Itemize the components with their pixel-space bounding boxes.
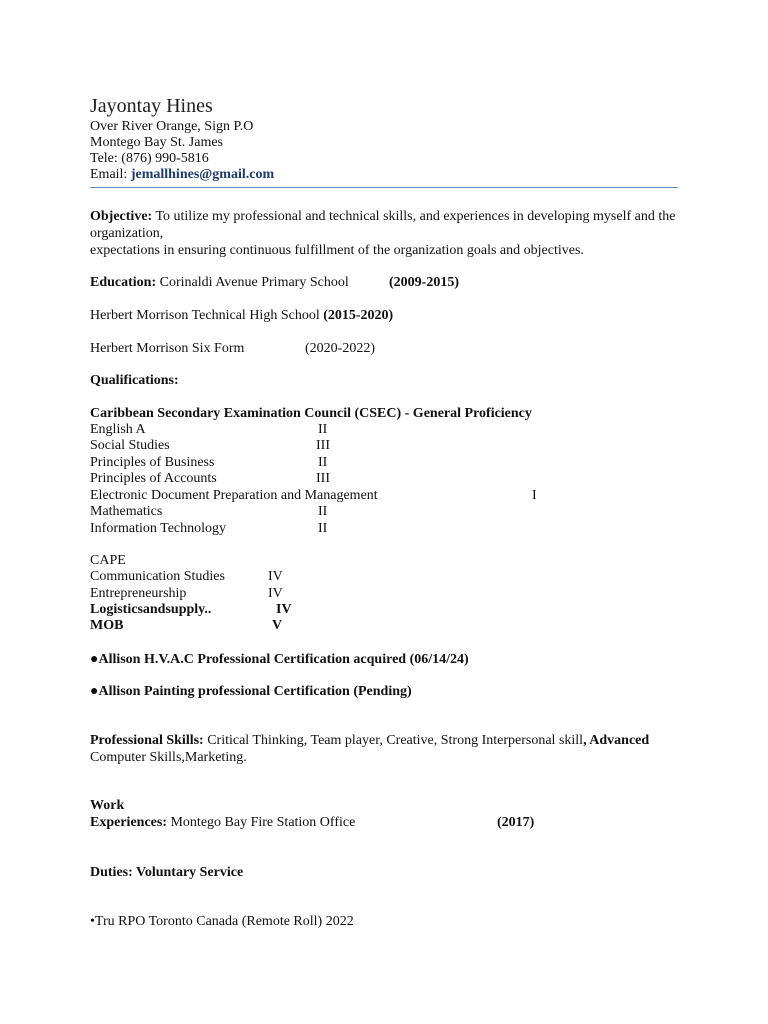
cape-grade: V — [272, 618, 283, 633]
education-item-2 — [90, 308, 393, 324]
education-item-1 — [90, 275, 349, 291]
email-label: Email: — [90, 167, 128, 182]
header-divider — [90, 187, 678, 188]
csec-title: Caribbean Secondary Examination Council (CSEC) - General Proficiency — [90, 406, 532, 421]
cape-subject: Entrepreneurship — [90, 586, 187, 601]
duties-line: Duties: Voluntary Service — [90, 865, 244, 880]
csec-subject: Social Studies — [90, 438, 170, 453]
cape-grade: IV — [268, 586, 283, 601]
school-years: (2009-2015) — [389, 275, 459, 290]
csec-subject: Electronic Document Preparation and Management — [90, 488, 378, 503]
cape-subject: Communication Studies — [90, 569, 225, 584]
skills-line-1 — [90, 733, 649, 749]
objective-line-1 — [90, 209, 675, 225]
work-year: (2017) — [497, 815, 535, 830]
csec-grade: III — [316, 471, 330, 486]
skills-text-bold: , Advanced — [583, 733, 650, 748]
work-heading: Work — [90, 798, 125, 813]
school-years: (2015-2020) — [323, 308, 394, 323]
work-experience-line — [90, 815, 355, 831]
cape-title: CAPE — [90, 553, 126, 568]
candidate-name: Jayontay Hines — [90, 95, 213, 117]
csec-subject: English A — [90, 422, 146, 437]
education-label: Education: — [90, 275, 157, 290]
email-link[interactable]: jemallhines@gmail.com — [130, 167, 275, 182]
school-name: Herbert Morrison Six Form — [90, 341, 245, 356]
address-line-1: Over River Orange, Sign P.O — [90, 119, 254, 134]
cape-grade: IV — [276, 602, 292, 617]
objective-line-2: organization, — [90, 226, 164, 241]
cape-subject: MOB — [90, 618, 124, 633]
skills-text: Critical Thinking, Team player, Creative, Strong Interpersonal skill — [203, 733, 584, 748]
csec-grade: III — [316, 438, 330, 453]
csec-subject: Mathematics — [90, 504, 163, 519]
work-place: Montego Bay Fire Station Office — [166, 815, 356, 830]
csec-grade: II — [318, 504, 328, 519]
csec-subject: Information Technology — [90, 521, 227, 536]
skills-label: Professional Skills: — [90, 733, 204, 748]
address-line-2: Montego Bay St. James — [90, 135, 223, 150]
school-name: Corinaldi Avenue Primary School — [156, 275, 349, 290]
cape-subject: Logisticsandsupply.. — [90, 602, 212, 617]
objective-line-3: expectations in ensuring continuous fulfillment of the organization goals and objectives. — [90, 243, 584, 258]
telephone: Tele: (876) 990-5816 — [90, 151, 209, 166]
csec-grade: II — [318, 455, 328, 470]
school-years: (2020-2022) — [305, 341, 375, 356]
csec-subject: Principles of Accounts — [90, 471, 217, 486]
csec-grade: I — [532, 488, 537, 503]
email-line — [90, 167, 274, 183]
certification-item: ●Allison Painting professional Certification (Pending) — [90, 684, 412, 699]
csec-subject: Principles of Business — [90, 455, 215, 470]
csec-grade: II — [318, 521, 328, 536]
school-name: Herbert Morrison Technical High School — [90, 308, 320, 323]
cape-grade: IV — [268, 569, 283, 584]
qualifications-heading: Qualifications: — [90, 373, 179, 388]
csec-grade: II — [318, 422, 328, 437]
objective-text-1: To utilize my professional and technical skills, and experiences in developing myself and the — [152, 209, 676, 224]
certification-item: ●Allison H.V.A.C Professional Certification acquired (06/14/24) — [90, 652, 469, 667]
extra-experience: •Tru RPO Toronto Canada (Remote Roll) 2022 — [90, 914, 354, 929]
experiences-label: Experiences: — [90, 815, 167, 830]
skills-line-2: Computer Skills,Marketing. — [90, 750, 247, 765]
objective-label: Objective: — [90, 209, 153, 224]
